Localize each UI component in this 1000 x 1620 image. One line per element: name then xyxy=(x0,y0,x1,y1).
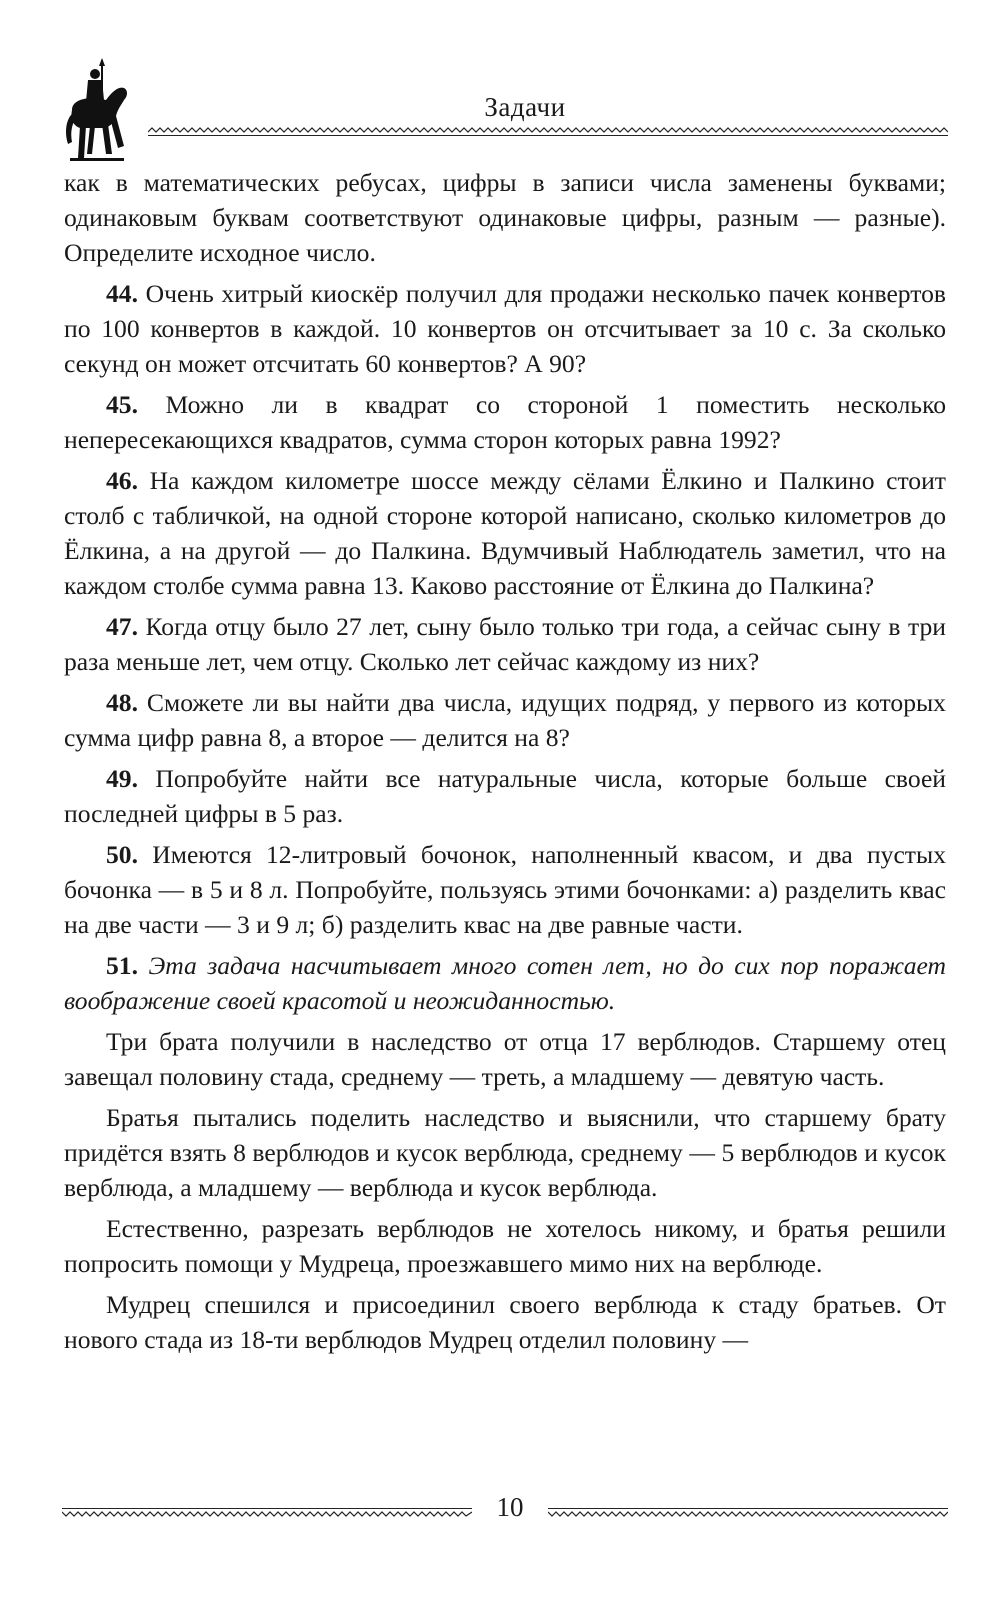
header-ornamental-rule xyxy=(148,127,948,137)
problem-text: Можно ли в квадрат со стороной 1 поместить несколько непересекающихся квадратов, сумма сторон которых равна 1992? xyxy=(64,390,947,454)
problem-number: 50. xyxy=(106,840,138,869)
story-paragraph: Мудрец спешился и присоединил своего верблюда к стаду братьев. От нового стада из 18-ти верблюдов Мудрец отделил половину — xyxy=(64,1290,946,1354)
problem-44 xyxy=(64,276,946,381)
problem-51 xyxy=(64,948,946,1018)
story-paragraph: Естественно, разрезать верблюдов не хотелось никому, и братья решили попросить помощи у Мудреца, проезжавшего мимо них на верблюде. xyxy=(64,1214,946,1278)
problem-46 xyxy=(64,463,946,603)
footer-ornamental-rule-left xyxy=(62,1507,472,1517)
problem-number: 47. xyxy=(106,612,138,641)
problem-text: Имеются 12-литровый бочонок, наполненный квасом, и два пустых бочонка — в 5 и 8 л. Попробуйте, пользуясь этими бочонками: а) разделить квас на две части — 3 и 9 л; б) разделить квас на две равные части. xyxy=(64,840,946,939)
problem-45 xyxy=(64,387,946,457)
page-number: 10 xyxy=(496,1492,524,1522)
problem-number: 45. xyxy=(106,390,138,419)
problem-text: Когда отцу было 27 лет, сыну было только три года, а сейчас сыну в три раза меньше лет, чем отцу. Сколько лет сейчас каждому из них? xyxy=(64,612,946,676)
page-body-text xyxy=(64,165,946,1363)
problem-48 xyxy=(64,685,946,755)
problem-number: 44. xyxy=(106,279,138,308)
problem-number: 48. xyxy=(106,688,138,717)
story-paragraph: Братья пытались поделить наследство и выяснили, что старшему брату придётся взять 8 верблюдов и кусок верблюда, среднему — 5 верблюдов и кусок верблюда, а младшему — верблюда и кусок верблюда. xyxy=(64,1103,946,1202)
problem-number: 49. xyxy=(106,764,138,793)
problem-number: 46. xyxy=(106,466,138,495)
problem-text-italic: Эта задача насчитывает много сотен лет, но до сих пор поражает воображение своей красотой и неожиданностью. xyxy=(64,951,946,1015)
problem-text: Попробуйте найти все натуральные числа, которые больше своей последней цифры в 5 раз. xyxy=(64,764,947,828)
problem-50 xyxy=(64,837,946,942)
problem-text: Сможете ли вы найти два числа, идущих подряд, у первого из которых сумма цифр равна 8, а второе — делится на 8? xyxy=(64,688,946,752)
story-paragraph: Три брата получили в наследство от отца 17 верблюдов. Старшему отец завещал половину стада, среднему — треть, а младшему — девятую часть. xyxy=(64,1027,946,1091)
problem-number: 51. xyxy=(106,951,138,980)
problem-text: На каждом километре шоссе между сёлами Ёлкино и Палкино стоит столб с табличкой, на одной стороне которой написано, сколько километров до Ёлкина, а на другой — до Палкина. Вдумчивый Наблюдатель заметил, что на каждом столбе сумма равна 13. Каково расстояние от Ёлкина до Палкина? xyxy=(64,466,946,600)
problem-49 xyxy=(64,761,946,831)
knight-on-horse-icon xyxy=(62,58,132,164)
problem-47 xyxy=(64,609,946,679)
running-head-title: Задачи xyxy=(484,92,566,122)
problem-text: Очень хитрый киоскёр получил для продажи несколько пачек конвертов по 100 конвертов в каждой. 10 конвертов он отсчитывает за 10 с. За сколько секунд он может отсчитать 60 конвертов? А 90? xyxy=(64,279,946,378)
intro-paragraph: как в математических ребусах, цифры в записи числа заменены буквами; одинаковым буквам соответствуют одинаковые цифры, разным — разные). Определите исходное число. xyxy=(64,168,946,267)
footer-ornamental-rule-right xyxy=(548,1507,948,1517)
